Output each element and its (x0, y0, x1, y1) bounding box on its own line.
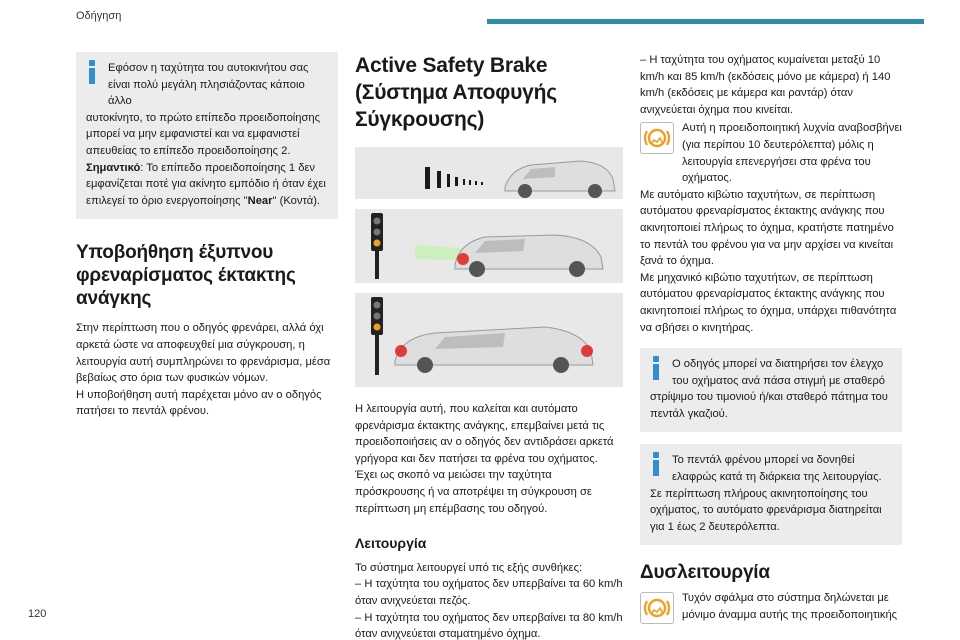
info-note (640, 348, 902, 432)
note-text: Σε περίπτωση πλήρους ακινητοποίησης του οχήματος, το αυτόματο φρενάρισμα διατηρείται για 1 έως 2 δευτερόλεπτα. (650, 487, 882, 533)
list-item: – Η ταχύτητα του οχήματος δεν υπερβαίνει τα 60 km/h όταν ανιχνεύεται πεζός. (355, 578, 623, 607)
header-title: Οδήγηση (76, 10, 122, 22)
paragraph: Το σύστημα λειτουργεί υπό τις εξής συνθήκες: (355, 561, 583, 574)
subsection-heading: Λειτουργία (355, 535, 427, 552)
paragraph: Τυχόν σφάλμα στο σύστημα δηλώνεται με μόνιμο άναμμα αυτής της προειδοποιητικής (682, 592, 898, 622)
important-text: : Το επίπεδο προειδοποίησης 1 δεν εμφανίζεται ποτέ για ακίνητο εμπόδιο ή όταν έχει επιλεγεί το όριο ενεργοποίησης " (86, 161, 326, 207)
section-heading: Δυσλειτουργία (640, 562, 770, 584)
near-label: Near (247, 194, 273, 207)
paragraph: Με μηχανικό κιβώτιο ταχυτήτων, σε περίπτωση αυτόματου φρεναρίσματος έκτακτης ανάγκης που ακινητοποιεί πλήρως το όχημα, υπάρχει πιθανότητα να σβήσει ο κινητήρας. (640, 271, 897, 334)
brake-warning-lamp-icon (640, 592, 674, 624)
info-icon (651, 356, 661, 380)
info-note (640, 444, 902, 545)
paragraph: Στην περίπτωση που ο οδηγός φρενάρει, αλλά όχι αρκετά ώστε να αποφευχθεί μια σύγκρουση, η λειτουργία αυτή συμπληρώνει το φρενάρισμα, μέσα βεβαίως στο όρια των φυσικών νόμων. (76, 322, 331, 385)
note-line: Εφόσον η ταχύτητα του αυτοκινήτου σας είναι πολύ μεγάλη πλησιάζοντας κάποιο άλλο (108, 62, 309, 108)
paragraph: Αυτή η προειδοποιητική λυχνία αναβοσβήνει (για περίπου 10 δευτερόλεπτα) μόλις η λειτουργία επενεργήσει στα φρένα του οχήματος. (682, 122, 902, 185)
list-item: – Η ταχύτητα του οχήματος δεν υπερβαίνει τα 80 km/h όταν ανιχνεύεται σταματημένο όχημα. (355, 611, 623, 640)
header-accent-bar (487, 19, 924, 24)
illustration-graphic (355, 147, 623, 387)
note-text: στρίψιμο του τιμονιού ή/και σταθερό πάτημα του πεντάλ γκαζιού. (650, 391, 888, 420)
info-note (76, 52, 338, 219)
list-item: – Η ταχύτητα του οχήματος κυμαίνεται μεταξύ 10 km/h και 85 km/h (εκδόσεις μόνο με κάμερα) ή 140 km/h (εκδόσεις με κάμερα και ραντάρ) όταν ανιχνεύεται όχημα που κινείται. (640, 54, 891, 116)
paragraph: Με αυτόματο κιβώτιο ταχυτήτων, σε περίπτωση αυτόματου φρεναρίσματος έκτακτης ανάγκης που ακινητοποιεί πλήρως το όχημα, κρατήστε πατημένο το πεντάλ του φρένου για να μην αρχίσει να κινείται ξανά το όχημα. (640, 188, 894, 268)
info-icon (87, 60, 97, 84)
note-important (86, 160, 328, 210)
column-left (76, 52, 338, 420)
fault-paragraph (640, 590, 902, 624)
paragraph: Η υποβοήθηση αυτή παρέχεται μόνο αν ο οδηγός πατήσει το πεντάλ φρένου. (76, 388, 322, 418)
illustration-panel-braking (355, 293, 623, 387)
note-text: αυτοκίνητο, το πρώτο επίπεδο προειδοποίησης μπορεί να μην εμφανιστεί και να εμφανιστεί απευθείας το επίπεδο προειδοποίησης 2. (86, 111, 321, 157)
warning-lamp-paragraph (640, 120, 902, 186)
note-line: Ο οδηγός μπορεί να διατηρήσει τον έλεγχο του οχήματος ανά πάσα στιγμή με σταθερό (672, 358, 885, 387)
section-heading: Active Safety Brake (Σύστημα Αποφυγής Σύγκρουσης) (355, 54, 557, 131)
column-middle (355, 52, 623, 640)
paragraph: Η λειτουργία αυτή, που καλείται και αυτόματο φρενάρισμα έκτακτης ανάγκης, επεμβαίνει μετά τις προειδοποιήσεις αν ο οδηγός δεν αντιδράσει αρκετά γρήγορα και δεν πατήσει τα φρένα του οχήματος. (355, 403, 614, 465)
column-right (640, 52, 902, 624)
important-label: Σημαντικό (86, 161, 141, 174)
illustration-panel-warning-1 (355, 147, 623, 199)
note-line: Το πεντάλ φρένου μπορεί να δονηθεί ελαφρώς κατά τη διάρκεια της λειτουργίας. (672, 454, 882, 484)
section-heading: Υποβοήθηση έξυπνου φρεναρίσματος έκτακτης ανάγκης (76, 242, 296, 310)
illustration-panel-warning-2 (355, 209, 623, 283)
paragraph: Έχει ως σκοπό να μειώσει την ταχύτητα πρόσκρουσης ή να αποτρέψει τη σύγκρουση σε περίπτωση μη επέμβασης του οδηγού. (355, 469, 592, 515)
collision-illustration (355, 147, 623, 387)
near-suffix: " (Κοντά). (272, 194, 321, 207)
info-icon (651, 452, 661, 476)
brake-warning-lamp-icon (640, 122, 674, 154)
page-number: 120 (28, 608, 47, 620)
